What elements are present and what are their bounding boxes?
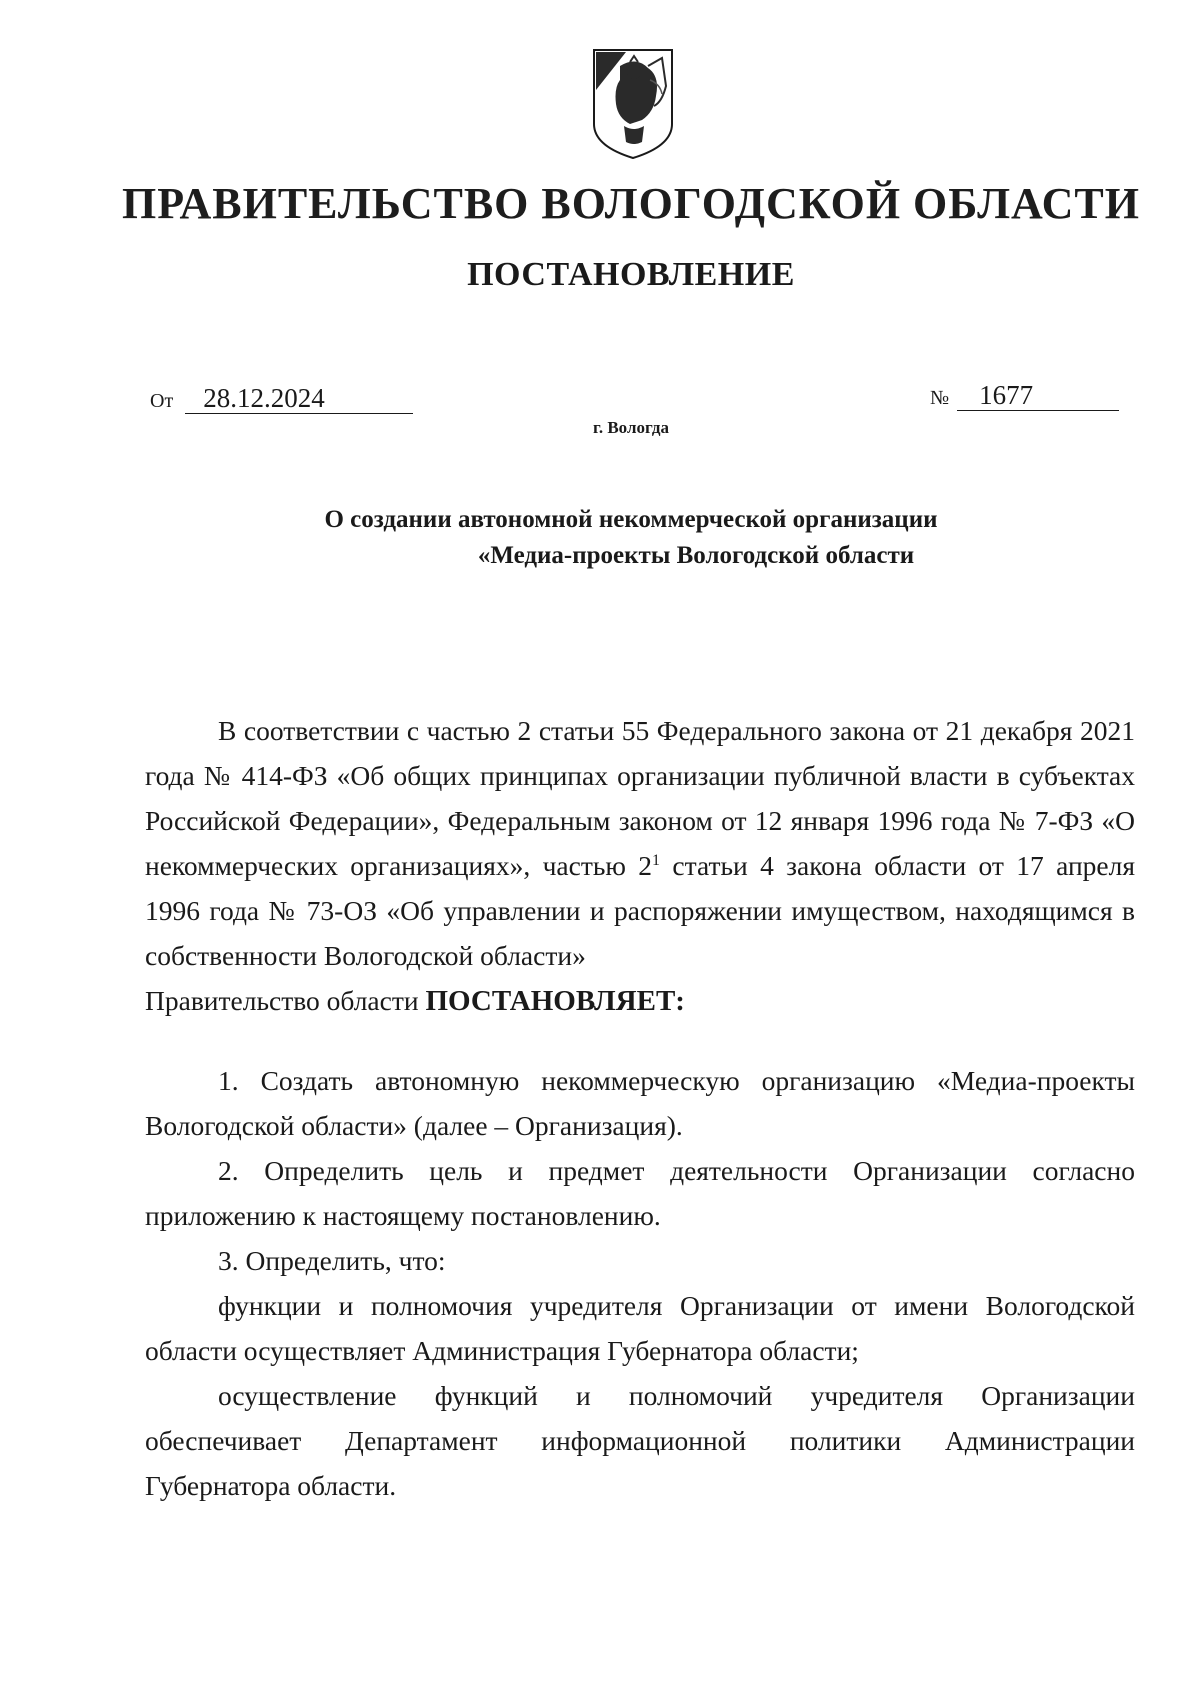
document-subject	[0, 502, 1200, 574]
document-type-heading: ПОСТАНОВЛЕНИЕ	[467, 256, 795, 293]
item-1: 1. Создать автономную некоммерческую организацию «Медиа-проекты Вологодской области» (далее – Организация).	[145, 1065, 1135, 1141]
resolve-prefix: Правительство области	[145, 985, 426, 1016]
date-value: 28.12.2024	[185, 383, 413, 414]
resolve-word: ПОСТАНОВЛЯЕТ:	[425, 985, 685, 1017]
document-body	[145, 708, 1135, 1508]
preamble-paragraph	[145, 708, 1135, 978]
item-2: 2. Определить цель и предмет деятельности Организации согласно приложению к настоящему постановлению.	[145, 1155, 1135, 1231]
preamble-superscript: 1	[652, 851, 661, 869]
number-value: 1677	[957, 380, 1119, 411]
preamble-text-part1: В соответствии с частью 2 статьи 55 Федерального закона от 21 декабря 2021 года № 414-ФЗ «Об общих принципах организации публичной власти в субъектах Российской Федерации», Федеральным законом от 12 января 1996 года № 7-ФЗ «О некоммерческих организациях», частью 2	[145, 715, 1135, 881]
item-3-subpoint-b: осуществление функций и полномочий учредителя Организации обеспечивает Департамент информационной политики Администрации Губернатора области.	[145, 1380, 1135, 1501]
preamble-text-part2: статьи 4 закона области от 17 апреля 1996 года № 73-ОЗ «Об управлении и распоряжении имуществом, находящимся в собственности Вологодской области»	[145, 850, 1136, 971]
subject-line-2: «Медиа-проекты Вологодской области	[477, 542, 915, 569]
coat-of-arms-icon	[590, 46, 676, 162]
subject-line-1: О создании автономной некоммерческой организации	[324, 506, 938, 533]
date-label: От	[150, 390, 174, 412]
item-3: 3. Определить, что:	[218, 1245, 446, 1276]
item-3-subpoint-a: функции и полномочия учредителя Организации от имени Вологодской области осуществляет Администрация Губернатора области;	[145, 1290, 1135, 1366]
number-field	[930, 380, 1119, 411]
date-field	[150, 383, 413, 414]
number-label: №	[930, 387, 950, 409]
government-title: ПРАВИТЕЛЬСТВО ВОЛОГОДСКОЙ ОБЛАСТИ	[122, 179, 1140, 228]
city-name: г. Вологда	[593, 418, 669, 437]
resolve-paragraph	[145, 978, 1135, 1024]
